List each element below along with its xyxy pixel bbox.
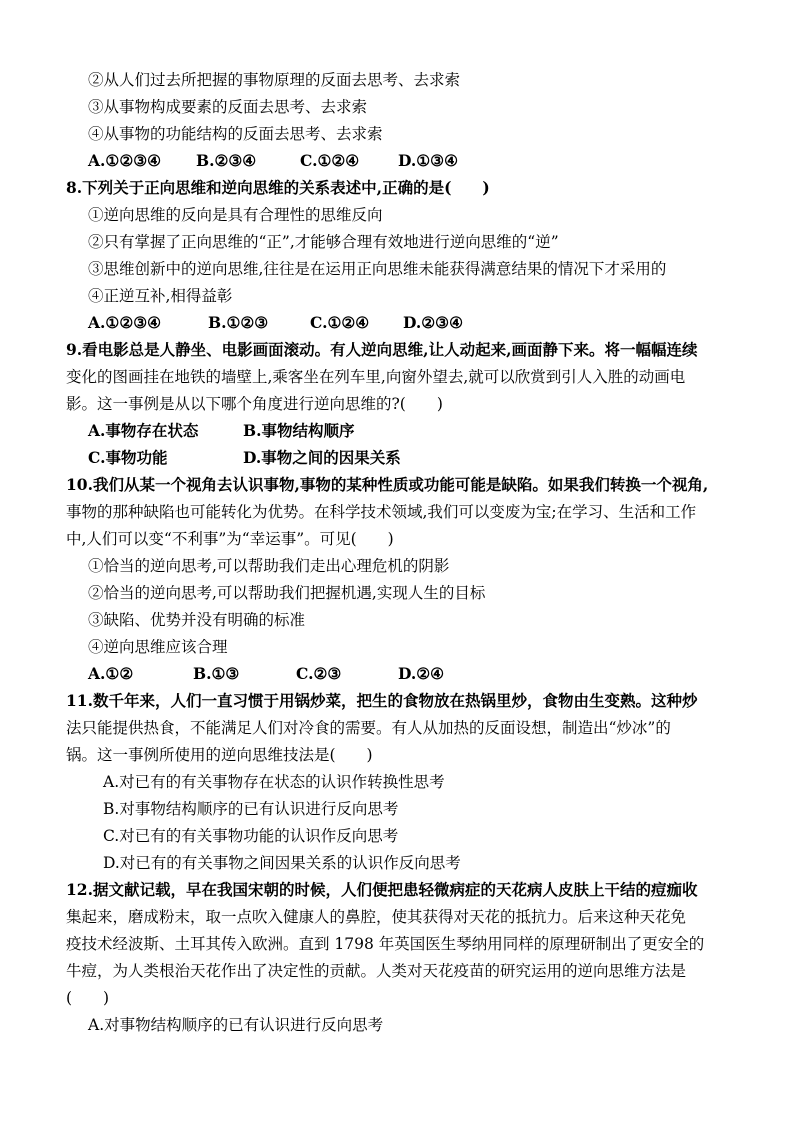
answer-option: B.②③④ xyxy=(196,151,257,170)
question-stem: 11.数千年来，人们一直习惯于用锅炒菜，把生的食物放在热锅里炒，食物由生变熟。这种炒 xyxy=(66,691,698,710)
choice-row xyxy=(88,313,688,333)
answer-option: C.①②④ xyxy=(300,151,360,170)
choice-row xyxy=(88,151,688,171)
text-line: 影。这一事例是从以下哪个角度进行逆向思维的?( ) xyxy=(66,395,443,413)
question-stem: 9.看电影总是人静坐、电影画面滚动。有人逆向思维,让人动起来,画面静下来。将一幅幅连续 xyxy=(66,340,698,359)
text-line: 疫技术经波斯、土耳其传入欧洲。直到 1798 年英国医生琴纳用同样的原理研制出了更安全的 xyxy=(66,935,705,953)
text-line: 锅。这一事例所使用的逆向思维技法是( ) xyxy=(66,746,373,764)
text-line: B.对事物结构顺序的已有认识进行反向思考 xyxy=(103,800,399,818)
question-stem: 10.我们从某一个视角去认识事物,事物的某种性质或功能可能是缺陷。如果我们转换一个视角, xyxy=(66,475,709,494)
text-line: ③思维创新中的逆向思维,往往是在运用正向思维未能获得满意结果的情况下才采用的 xyxy=(88,260,667,278)
answer-option: B.①③ xyxy=(193,664,240,683)
text-line: ④逆向思维应该合理 xyxy=(88,638,228,656)
answer-option: D.事物之间的因果关系 xyxy=(243,448,401,467)
text-line: ④正逆互补,相得益彰 xyxy=(88,287,233,305)
answer-option: C.②③ xyxy=(296,664,342,683)
text-line: 事物的那种缺陷也可能转化为优势。在科学技术领域,我们可以变废为宝;在学习、生活和工作 xyxy=(66,503,697,521)
text-line: ①恰当的逆向思考,可以帮助我们走出心理危机的阴影 xyxy=(88,557,450,575)
text-line: A.对事物结构顺序的已有认识进行反向思考 xyxy=(88,1016,384,1034)
choice-row xyxy=(88,421,688,441)
text-line: ( ) xyxy=(66,989,110,1007)
answer-option: B.事物结构顺序 xyxy=(243,421,355,440)
text-line: ④从事物的功能结构的反面去思考、去求索 xyxy=(88,125,383,143)
answer-option: C.①②④ xyxy=(310,313,370,332)
text-line: 集起来，磨成粉末，取一点吹入健康人的鼻腔，使其获得对天花的抵抗力。后来这种天花免 xyxy=(66,908,687,926)
answer-option: A.①② xyxy=(88,664,134,683)
text-line: 中,人们可以变“不利事”为“幸运事”。可见( ) xyxy=(66,530,394,548)
answer-option: D.②④ xyxy=(398,664,445,683)
text-line: ③缺陷、优势并没有明确的标准 xyxy=(88,611,306,629)
answer-option: A.事物存在状态 xyxy=(88,421,199,440)
text-line: ②只有掌握了正向思维的“正”,才能够合理有效地进行逆向思维的“逆” xyxy=(88,233,559,251)
answer-option: D.②③④ xyxy=(403,313,463,332)
answer-option: A.①②③④ xyxy=(88,151,162,170)
text-line: 牛痘，为人类根治天花作出了决定性的贡献。人类对天花疫苗的研究运用的逆向思维方法是 xyxy=(66,962,687,980)
question-stem: 8.下列关于正向思维和逆向思维的关系表述中,正确的是( ) xyxy=(66,178,490,197)
text-line: ②从人们过去所把握的事物原理的反面去思考、去求索 xyxy=(88,71,461,89)
text-line: ②恰当的逆向思考,可以帮助我们把握机遇,实现人生的目标 xyxy=(88,584,486,602)
question-stem: 12.据文献记载，早在我国宋朝的时候，人们便把患轻微病症的天花病人皮肤上干结的痘痂收 xyxy=(66,880,698,899)
choice-row xyxy=(88,448,688,468)
text-line: 法只能提供热食，不能满足人们对冷食的需要。有人从加热的反面设想，制造出“炒冰”的 xyxy=(66,719,671,737)
answer-option: B.①②③ xyxy=(208,313,269,332)
choice-row xyxy=(88,664,688,684)
text-line: D.对已有的有关事物之间因果关系的认识作反向思考 xyxy=(103,854,461,872)
answer-option: C.事物功能 xyxy=(88,448,168,467)
text-line: C.对已有的有关事物功能的认识作反向思考 xyxy=(103,827,399,845)
answer-option: D.①③④ xyxy=(398,151,458,170)
text-line: ③从事物构成要素的反面去思考、去求索 xyxy=(88,98,368,116)
text-line: ①逆向思维的反向是具有合理性的思维反向 xyxy=(88,206,383,224)
answer-option: A.①②③④ xyxy=(88,313,162,332)
text-line: 变化的图画挂在地铁的墙壁上,乘客坐在列车里,向窗外望去,就可以欣赏到引人入胜的动画电 xyxy=(66,368,686,386)
text-line: A.对已有的有关事物存在状态的认识作转换性思考 xyxy=(103,773,445,791)
